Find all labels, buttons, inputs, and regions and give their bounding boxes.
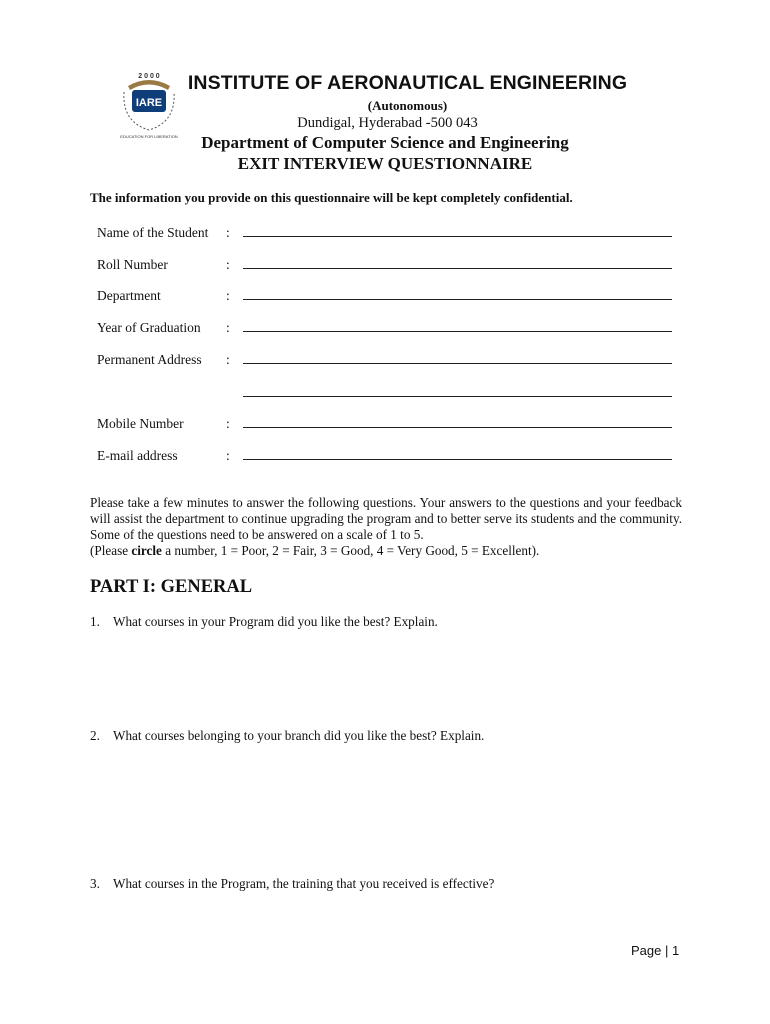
question-number: 2. bbox=[90, 728, 100, 743]
year-field[interactable] bbox=[243, 331, 672, 332]
field-label-name: Name of the Student bbox=[97, 225, 209, 240]
field-label-department: Department bbox=[97, 288, 161, 303]
roll-number-field[interactable] bbox=[243, 268, 672, 269]
logo-text: IARE bbox=[135, 97, 163, 109]
instructions-text: Please take a few minutes to answer the following questions. Your answers to the questions and your feedback will assist the department to continue upgrading the program and to better serve its students and the community. Some of the questions need to be answered on a scale of 1 to 5. bbox=[90, 495, 682, 542]
form-title: EXIT INTERVIEW QUESTIONNAIRE bbox=[237, 154, 533, 173]
field-colon: : bbox=[226, 352, 230, 367]
page-number: Page | 1 bbox=[631, 943, 680, 958]
address-field-line2[interactable] bbox=[243, 396, 672, 397]
question-3 bbox=[90, 876, 494, 892]
field-colon: : bbox=[226, 225, 230, 240]
autonomous-label: (Autonomous) bbox=[367, 98, 448, 113]
question-text: What courses in the Program, the training that you received is effective? bbox=[113, 876, 495, 891]
scale-bold-word: circle bbox=[131, 543, 162, 558]
field-colon: : bbox=[226, 320, 230, 335]
field-colon: : bbox=[226, 448, 230, 463]
instructions-paragraph bbox=[90, 495, 682, 559]
department-title: Department of Computer Science and Engineering bbox=[201, 133, 569, 152]
email-field[interactable] bbox=[243, 459, 672, 460]
field-label-email: E-mail address bbox=[97, 448, 178, 463]
part1-heading: PART I: GENERAL bbox=[90, 577, 253, 597]
department-field[interactable] bbox=[243, 299, 672, 300]
scale-suffix: a number, 1 = Poor, 2 = Fair, 3 = Good, 4 = Very Good, 5 = Excellent). bbox=[161, 543, 540, 558]
scale-instructions bbox=[90, 543, 682, 559]
confidential-note: The information you provide on this questionnaire will be kept completely confidential. bbox=[90, 190, 573, 205]
field-colon: : bbox=[226, 416, 230, 431]
field-label-address: Permanent Address bbox=[97, 352, 202, 367]
address-field-line1[interactable] bbox=[243, 363, 672, 364]
question-number: 3. bbox=[90, 876, 100, 891]
question-1 bbox=[90, 614, 438, 630]
logo-year: 2 0 0 0 bbox=[138, 73, 160, 80]
question-number: 1. bbox=[90, 614, 100, 629]
field-label-roll: Roll Number bbox=[97, 257, 168, 272]
field-label-mobile: Mobile Number bbox=[97, 416, 184, 431]
field-label-year: Year of Graduation bbox=[97, 320, 201, 335]
field-colon: : bbox=[226, 288, 230, 303]
institute-address: Dundigal, Hyderabad -500 043 bbox=[297, 115, 478, 131]
scale-prefix: (Please bbox=[90, 543, 132, 558]
mobile-field[interactable] bbox=[243, 427, 672, 428]
name-field[interactable] bbox=[243, 236, 672, 237]
logo-motto: EDUCATION FOR LIBERATION bbox=[120, 134, 178, 139]
institute-name: INSTITUTE OF AERONAUTICAL ENGINEERING bbox=[187, 72, 628, 94]
question-2 bbox=[90, 728, 484, 744]
question-text: What courses in your Program did you like the best? Explain. bbox=[113, 614, 438, 629]
question-text: What courses belonging to your branch did you like the best? Explain. bbox=[113, 728, 485, 743]
field-colon: : bbox=[226, 257, 230, 272]
iare-logo bbox=[118, 70, 180, 140]
